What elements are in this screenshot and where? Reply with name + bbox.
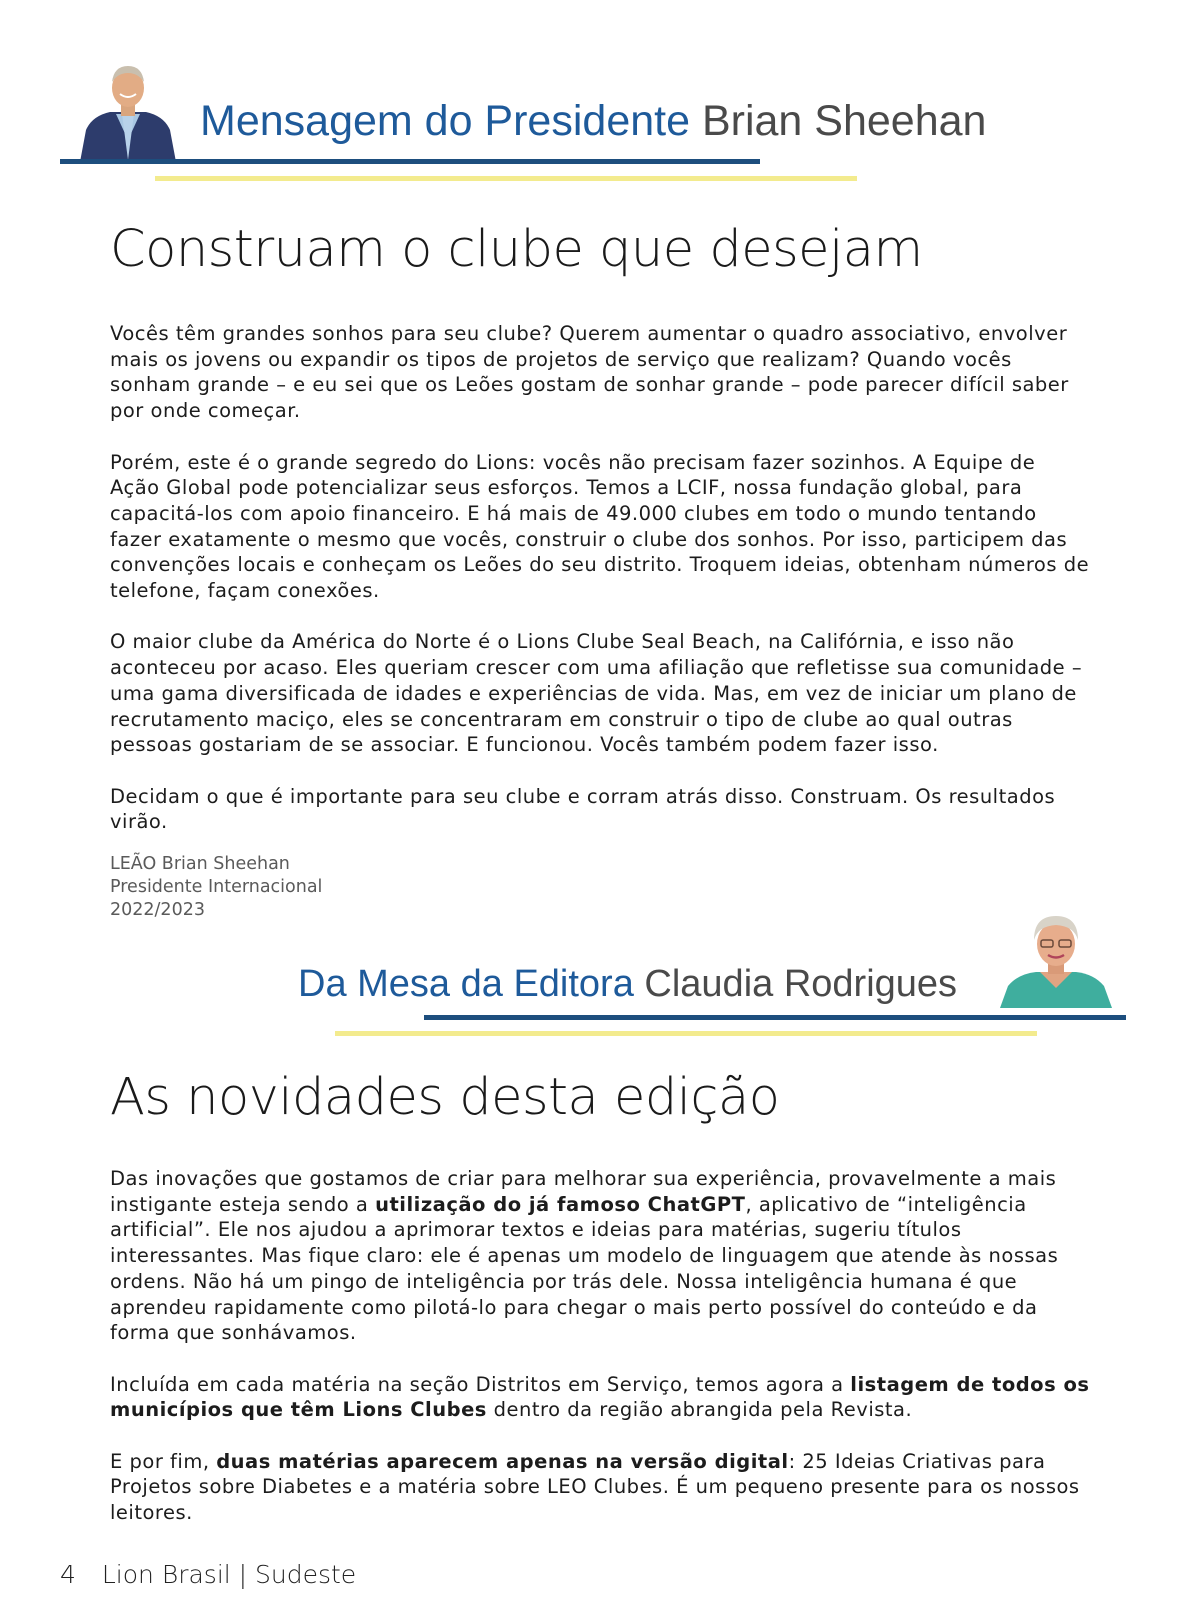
divider-blue xyxy=(60,159,760,164)
editor-article-body xyxy=(110,1166,1090,1552)
page-number: 4 xyxy=(60,1560,76,1589)
president-photo xyxy=(78,60,178,162)
paragraph: O maior clube da América do Norte é o Lions Clube Seal Beach, na Califórnia, e isso não aconteceu por acaso. Eles queriam crescer com uma afiliação que refletisse sua comunidade – uma gama diversificada de idades e experiências de vida. Mas, em vez de iniciar um plano de recrutamento maciço, eles se concentraram em construir o tipo de clube ao qual outras pessoas gostariam de se associar. E funcionou. Vocês também podem fazer isso. xyxy=(110,630,1083,757)
bold-text: utilização do já famoso ChatGPT xyxy=(375,1192,746,1216)
text-run: , aplicativo de “inteligência artificial”. Ele nos ajudou a aprimorar textos e ideias para matérias, sugeriu títulos interessantes. Mas fique claro: ele é apenas um modelo de linguagem que atende às nossas ordens. Não há um pingo de inteligência por trás dele. Nossa inteligência humana é que aprendeu rapidamente como pilotá-lo para chegar o mais perto possível do conteúdo e da forma que sonhávamos. xyxy=(110,1192,1059,1345)
signature-role: Presidente Internacional xyxy=(110,877,323,897)
signature-term: 2022/2023 xyxy=(110,900,205,920)
text-run: Das inovações que gostamos de criar para melhorar sua experiência, provavelmente a mais instigante esteja sendo a xyxy=(110,1167,1057,1216)
bold-text: duas matérias aparecem apenas na versão digital xyxy=(216,1449,789,1473)
editor-photo xyxy=(996,908,1116,1008)
editor-heading-name: Claudia Rodrigues xyxy=(644,963,958,1005)
paragraph xyxy=(110,1449,1090,1526)
signature-name: LEÃO Brian Sheehan xyxy=(110,854,290,874)
president-signature xyxy=(110,853,322,922)
text-run: dentro da região abrangida pela Revista. xyxy=(486,1398,913,1422)
divider-yellow xyxy=(335,1031,1037,1036)
paragraph xyxy=(110,1372,1090,1423)
editor-section-heading xyxy=(298,962,957,1008)
paragraph: Vocês têm grandes sonhos para seu clube? Querem aumentar o quadro associativo, envolver mais os jovens ou expandir os tipos de projetos de serviço que realizam? Quando vocês sonham grande – e eu sei que os Leões gostam de sonhar grande – pode parecer difícil saber por onde começar. xyxy=(110,322,1069,423)
text-run: Incluída em cada matéria na seção Distritos em Serviço, temos agora a xyxy=(110,1372,851,1396)
text-run: E por fim, xyxy=(110,1449,217,1473)
divider-blue xyxy=(424,1015,1126,1020)
editor-heading-label: Da Mesa da Editora xyxy=(298,963,634,1005)
bold-text: listagem de todos os municípios que têm Lions Clubes xyxy=(110,1372,1090,1422)
president-article-body xyxy=(110,321,1090,861)
paragraph: Porém, este é o grande segredo do Lions: vocês não precisam fazer sozinhos. A Equipe de Ação Global pode potencializar seus esforços. Temos a LCIF, nossa fundação global, para capacitá-los com apoio financeiro. E há mais de 49.000 clubes em todo o mundo tentando fazer exatamente o mesmo que vocês, construir o clube dos sonhos. Por isso, participem das convenções locais e conheçam os Leões do seu distrito. Troquem ideias, obtenham números de telefone, façam conexões. xyxy=(110,450,1090,603)
divider-yellow xyxy=(155,176,857,181)
page-footer xyxy=(60,1560,356,1589)
publication-name: Lion Brasil | Sudeste xyxy=(101,1560,357,1589)
president-article-title: Construam o clube que desejam xyxy=(110,220,923,279)
text-run: : 25 Ideias Criativas para Projetos sobre Diabetes e a matéria sobre LEO Clubes. É um pequeno presente para os nossos leitores. xyxy=(110,1449,1080,1525)
president-section-heading xyxy=(200,96,986,148)
president-heading-name: Brian Sheehan xyxy=(701,97,987,145)
paragraph: Decidam o que é importante para seu clube e corram atrás disso. Construam. Os resultados virão. xyxy=(110,784,1056,834)
paragraph xyxy=(110,1166,1090,1346)
president-heading-label: Mensagem do Presidente xyxy=(200,97,691,145)
editor-article-title: As novidades desta edição xyxy=(110,1068,780,1127)
